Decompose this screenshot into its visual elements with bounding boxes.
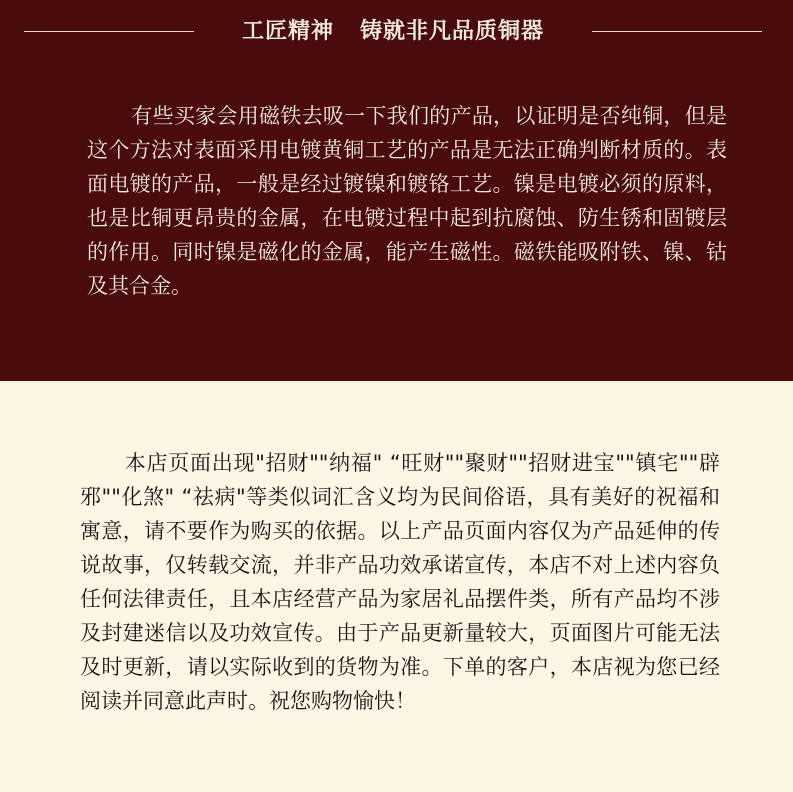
header-title-right: 铸就非凡品质铜器 [360, 19, 545, 44]
header-divider-right [592, 31, 762, 32]
header-divider-left [24, 31, 194, 32]
disclaimer-notice [80, 446, 720, 718]
section-header [196, 14, 590, 45]
magnet-test-notice [87, 99, 727, 303]
craftsmanship-section [0, 0, 793, 381]
magnet-test-paragraph: 有些买家会用磁铁去吸一下我们的产品，以证明是否纯铜，但是这个方法对表面采用电镀黄铜工艺的产品是无法正确判断材质的。表面电镀的产品，一般是经过镀镍和镀铬工艺。镍是电镀必须的原料，也是比铜更昂贵的金属，在电镀过程中起到抗腐蚀、防生锈和固镀层的作用。同时镍是磁化的金属，能产生磁性。磁铁能吸附铁、镍、钴及其合金。 [87, 104, 727, 298]
header-title-left: 工匠精神 [241, 19, 334, 44]
disclaimer-paragraph: 本店页面出现"招财""纳福" “旺财""聚财""招财进宝""镇宅""辟邪""化煞" “祛病"等类似词汇含义均为民间俗语，具有美好的祝福和寓意，请不要作为购买的依据。以上产品页面内容仅为产品延伸的传说故事，仅转载交流，并非产品功效承诺宣传，本店不对上述内容负任何法律责任，且本店经营产品为家居礼品摆件类，所有产品均不涉及封建迷信以及功效宣传。由于产品更新量较大，页面图片可能无法及时更新，请以实际收到的货物为准。下单的客户，本店视为您已经阅读并同意此声时。祝您购物愉快！ [80, 451, 720, 713]
